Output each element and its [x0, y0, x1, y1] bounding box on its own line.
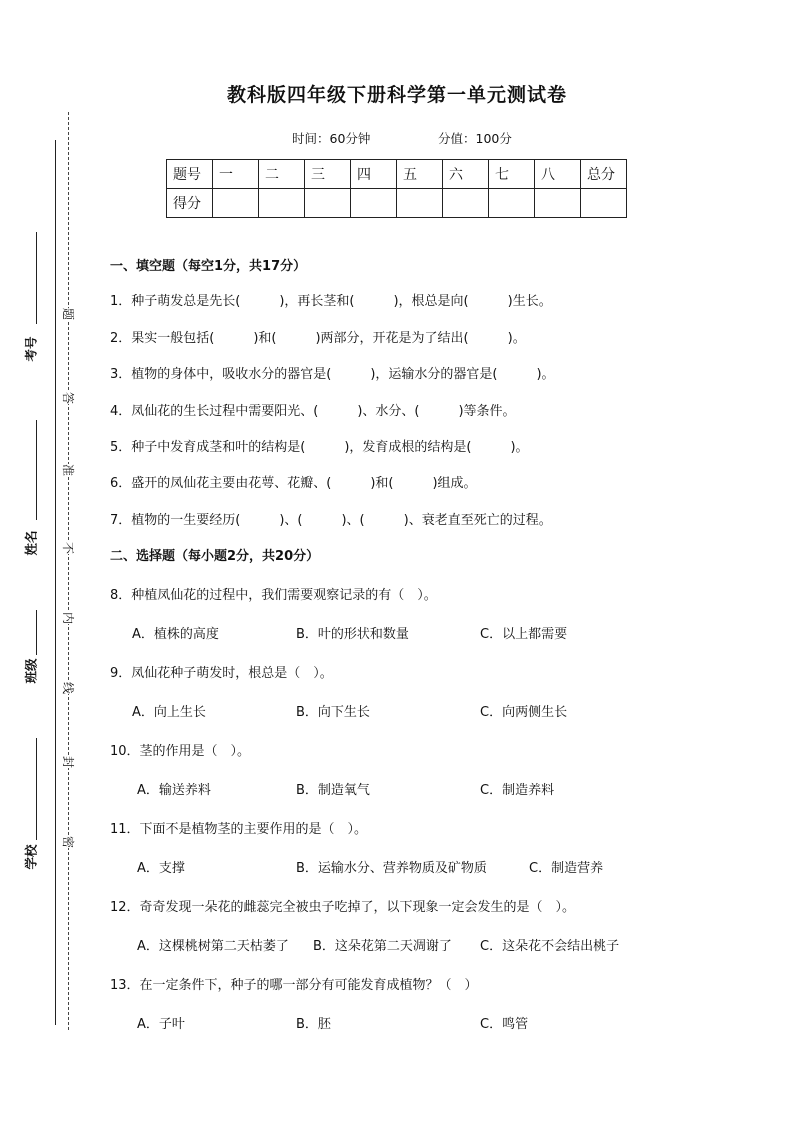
score-input-cell[interactable]: [351, 189, 397, 218]
score-table: [166, 159, 627, 218]
binding-solid-line: [55, 140, 56, 1025]
seal-char: 准: [61, 464, 75, 477]
school-label: 学校: [23, 844, 39, 870]
fill-question: 4．凤仙花的生长过程中需要阳光、( )、水分、( )等条件。: [110, 404, 516, 419]
choice-option: C．制造养料: [480, 783, 555, 798]
choice-option: B．这朵花第二天凋谢了: [313, 939, 452, 954]
exam-number-label: 考号: [23, 336, 39, 362]
choice-option: B．向下生长: [296, 705, 370, 720]
score-cell: 得分: [167, 189, 213, 218]
choice-option: A．植株的高度: [132, 627, 219, 642]
score-input-cell[interactable]: [305, 189, 351, 218]
choice-option: B．叶的形状和数量: [296, 627, 409, 642]
score-cell: 六: [443, 160, 489, 189]
name-blank: [36, 420, 37, 520]
choice-option: A．向上生长: [132, 705, 206, 720]
exam-score: 分值：100分: [438, 131, 512, 146]
score-cell: 总分: [581, 160, 627, 189]
fill-question: 1．种子萌发总是先长( )，再长茎和( )，根总是向( )生长。: [110, 294, 552, 309]
choice-option: C．这朵花不会结出桃子: [480, 939, 620, 954]
exam-number-blank: [36, 232, 37, 324]
score-cell: 四: [351, 160, 397, 189]
choice-option: C．制造营养: [529, 861, 604, 876]
seal-char: 线: [61, 682, 75, 695]
section-heading: 二、选择题（每小题2分，共20分）: [110, 549, 320, 564]
name-label: 姓名: [23, 530, 39, 556]
school-blank: [36, 738, 37, 840]
choice-option: A．支撑: [137, 861, 185, 876]
choice-option: B．制造氧气: [296, 783, 370, 798]
choice-question: 11．下面不是植物茎的主要作用的是（ ）。: [110, 822, 368, 837]
choice-option: B．运输水分、营养物质及矿物质: [296, 861, 487, 876]
seal-char: 内: [61, 612, 75, 625]
class-label: 班级: [23, 658, 39, 684]
binding-dashed-line: [68, 112, 69, 1030]
class-blank: [36, 610, 37, 655]
choice-option: C．以上都需要: [480, 627, 568, 642]
score-cell: 五: [397, 160, 443, 189]
choice-question: 10．茎的作用是（ ）。: [110, 744, 251, 759]
choice-option: C．向两侧生长: [480, 705, 568, 720]
score-input-cell[interactable]: [443, 189, 489, 218]
fill-question: 2．果实一般包括( )和( )两部分，开花是为了结出( )。: [110, 331, 526, 346]
choice-option: C．鸣管: [480, 1017, 529, 1032]
score-input-cell[interactable]: [213, 189, 259, 218]
score-cell: 一: [213, 160, 259, 189]
seal-char: 封: [61, 756, 75, 769]
score-input-cell[interactable]: [259, 189, 305, 218]
fill-question: 5．种子中发育成茎和叶的结构是( )，发育成根的结构是( )。: [110, 440, 529, 455]
score-cell: 二: [259, 160, 305, 189]
exam-time: 时间：60分钟: [292, 131, 371, 146]
seal-char: 不: [61, 542, 75, 555]
choice-question: 13．在一定条件下，种子的哪一部分有可能发育成植物？（ ）: [110, 978, 478, 993]
score-cell: 七: [489, 160, 535, 189]
score-input-cell[interactable]: [535, 189, 581, 218]
score-table-score-row: [167, 189, 627, 218]
score-table-header-row: [167, 160, 627, 189]
score-cell: 八: [535, 160, 581, 189]
score-cell: 题号: [167, 160, 213, 189]
choice-question: 9．凤仙花种子萌发时，根总是（ ）。: [110, 666, 333, 681]
choice-question: 12．奇奇发现一朵花的雌蕊完全被虫子吃掉了，以下现象一定会发生的是（ ）。: [110, 900, 576, 915]
score-input-cell[interactable]: [581, 189, 627, 218]
choice-option: A．这棵桃树第二天枯萎了: [137, 939, 289, 954]
fill-question: 6．盛开的凤仙花主要由花萼、花瓣、( )和( )组成。: [110, 476, 477, 491]
seal-char: 密: [61, 836, 75, 849]
choice-option: B．胚: [296, 1017, 331, 1032]
choice-question: 8．种植凤仙花的过程中，我们需要观察记录的有（ ）。: [110, 588, 437, 603]
score-input-cell[interactable]: [489, 189, 535, 218]
section-heading: 一、填空题（每空1分，共17分）: [110, 259, 307, 274]
seal-char: 答: [61, 392, 75, 405]
score-cell: 三: [305, 160, 351, 189]
seal-char: 题: [61, 308, 75, 321]
choice-option: A．输送养料: [137, 783, 211, 798]
score-input-cell[interactable]: [397, 189, 443, 218]
page-title: 教科版四年级下册科学第一单元测试卷: [226, 84, 567, 106]
fill-question: 7．植物的一生要经历( )、( )、( )、衰老直至死亡的过程。: [110, 513, 552, 528]
choice-option: A．子叶: [137, 1017, 185, 1032]
fill-question: 3．植物的身体中，吸收水分的器官是( )，运输水分的器官是( )。: [110, 367, 555, 382]
